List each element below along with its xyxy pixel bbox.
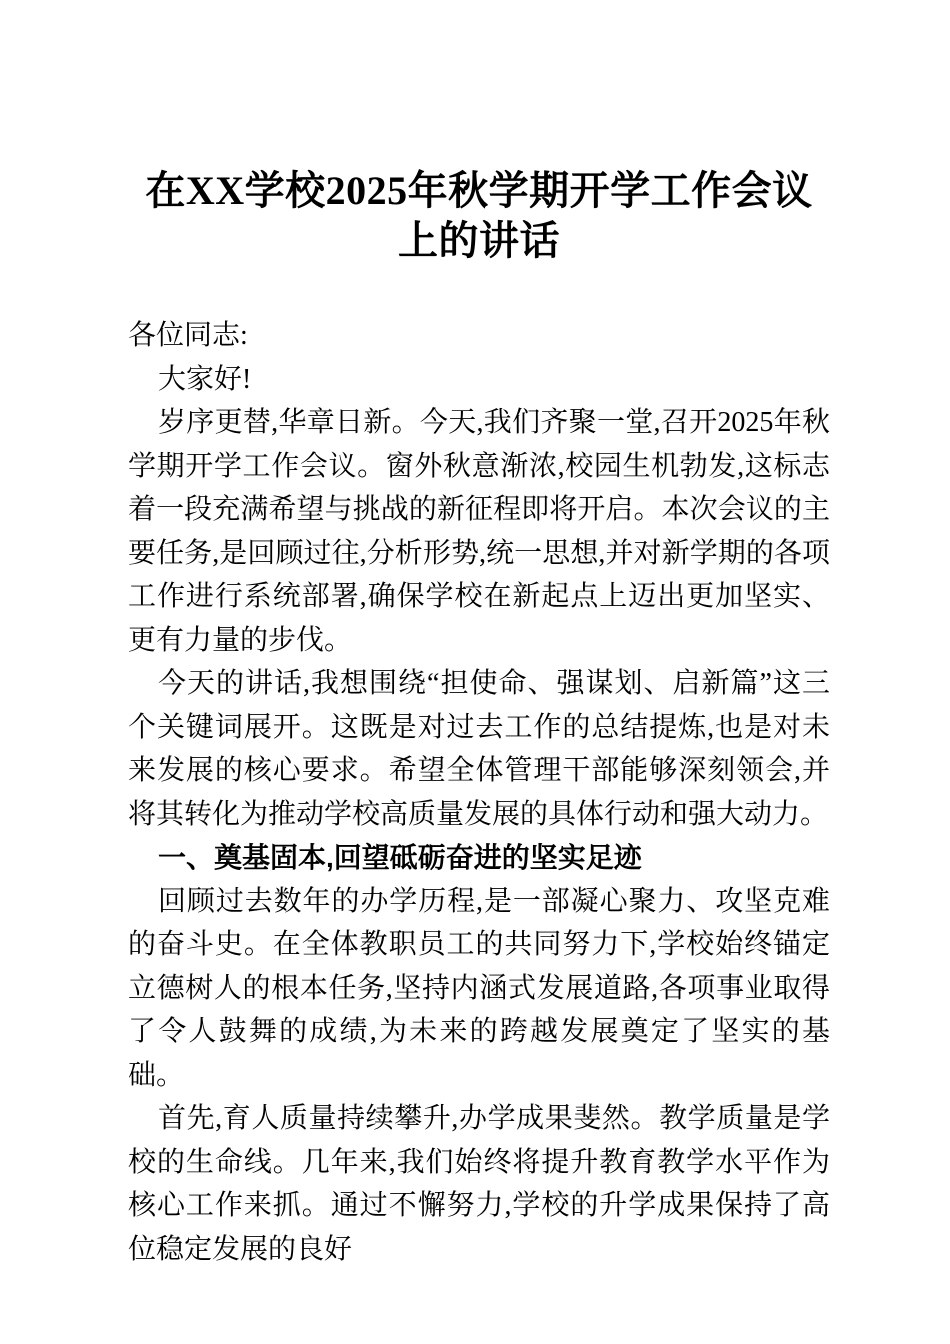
document-body	[128, 314, 830, 1271]
body-paragraph-4: 首先,育人质量持续攀升,办学成果斐然。教学质量是学校的生命线。几年来,我们始终将提升教育教学水平作为核心工作来抓。通过不懈努力,学校的升学成果保持了高位稳定发展的良好	[128, 1103, 830, 1265]
section-heading-1: 一、奠基固本,回望砥砺奋进的坚实足迹	[158, 842, 642, 873]
body-paragraph-1: 岁序更替,华章日新。今天,我们齐聚一堂,召开2025年秋学期开学工作会议。窗外秋意渐浓,校园生机勃发,这标志着一段充满希望与挑战的新征程即将开启。本次会议的主要任务,是回顾过往,分析形势,统一思想,并对新学期的各项工作进行系统部署,确保学校在新起点上迈出更加坚实、更有力量的步伐。	[128, 407, 830, 656]
document-title-line-1: 在XX学校2025年秋学期开学工作会议	[145, 168, 813, 213]
body-paragraph-3: 回顾过去数年的办学历程,是一部凝心聚力、攻坚克难的奋斗史。在全体教职员工的共同努力下,学校始终锚定立德树人的根本任务,坚持内涵式发展道路,各项事业取得了令人鼓舞的成绩,为未来的跨越发展奠定了坚实的基础。	[128, 885, 830, 1091]
greeting-line: 大家好!	[158, 363, 252, 395]
document-title	[128, 0, 830, 266]
salutation-line: 各位同志:	[128, 320, 248, 351]
document-title-line-2: 上的讲话	[398, 218, 560, 263]
page-content	[128, 0, 830, 1271]
body-paragraph-2: 今天的讲话,我想围绕“担使命、强谋划、启新篇”这三个关键词展开。这既是对过去工作的总结提炼,也是对未来发展的核心要求。希望全体管理干部能够深刻领会,并将其转化为推动学校高质量发展的具体行动和强大动力。	[128, 668, 830, 830]
